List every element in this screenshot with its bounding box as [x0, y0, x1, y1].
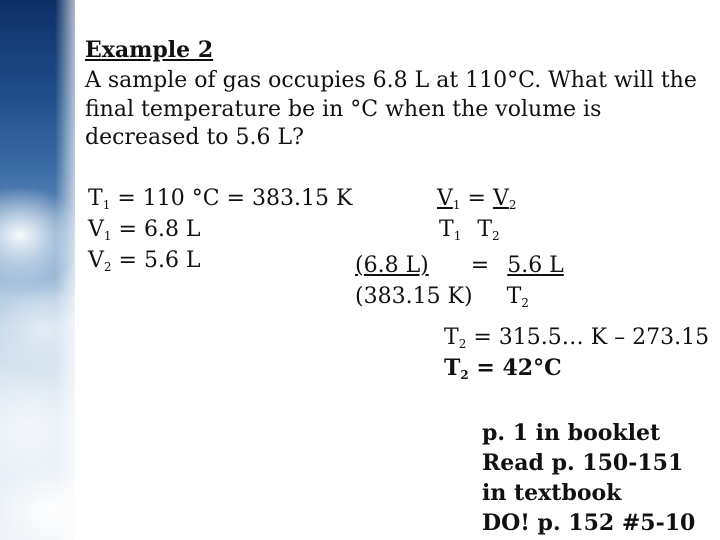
formula-equals: = — [460, 186, 493, 211]
given-v2-value: = 5.6 L — [111, 248, 201, 273]
problem-statement: A sample of gas occupies 6.8 L at 110°C. What will the final temperature be in °C when the volume is decreased to 5.6 L? — [85, 68, 697, 150]
formula-t2-var: T — [477, 217, 493, 242]
formula-t1-var: T — [439, 217, 454, 242]
assignment-line-4: DO! p. 152 #5-10 — [482, 510, 696, 536]
final-answer — [444, 355, 562, 381]
solution-t2-sub: 2 — [458, 337, 467, 351]
assignment-line-3: in textbook — [482, 480, 622, 506]
subst-t1: (383.15 K) — [355, 284, 473, 309]
assignment-line-1: p. 1 in booklet — [482, 420, 661, 446]
example-title: Example 2 — [85, 37, 214, 63]
given-v1-sub: 1 — [103, 229, 112, 243]
answer-value: = 42°C — [468, 355, 562, 381]
given-v2 — [88, 248, 201, 274]
solution-value: = 315.5… K – 273.15 — [466, 325, 710, 350]
substitution-numerator — [355, 253, 564, 279]
given-t1-var: T — [88, 186, 103, 211]
solution-line — [444, 325, 709, 351]
substitution-denominator — [355, 284, 529, 310]
formula-denominator — [439, 217, 500, 243]
given-v1 — [88, 217, 201, 243]
formula-v2-sub: 2 — [508, 198, 517, 212]
formula-v1-var: V — [437, 186, 453, 211]
subst-v1: (6.8 L) — [355, 253, 429, 278]
subst-v2: 5.6 L — [507, 253, 564, 278]
solution-t2-var: T — [444, 325, 459, 350]
subst-t2-sub: 2 — [521, 296, 529, 310]
formula-t1-sub: 1 — [453, 229, 462, 243]
subst-t2-var: T — [506, 284, 522, 309]
given-v1-var: V — [88, 217, 104, 242]
given-v1-value: = 6.8 L — [111, 217, 201, 242]
assignment-line-2: Read p. 150-151 — [482, 450, 684, 476]
given-t1 — [88, 186, 352, 212]
given-t1-sub: 1 — [102, 198, 111, 212]
given-t1-value: = 110 °C = 383.15 K — [110, 186, 353, 211]
subst-equals: = — [470, 253, 490, 278]
formula-v2-var: V — [492, 186, 509, 211]
answer-t2-sub: 2 — [460, 368, 469, 382]
given-v2-var: V — [88, 248, 104, 273]
given-v2-sub: 2 — [103, 260, 112, 274]
image-fade-edge — [55, 0, 85, 540]
formula-numerator — [437, 186, 516, 212]
formula-t2-sub: 2 — [492, 229, 500, 243]
answer-t2-var: T — [444, 355, 461, 381]
formula-v1-sub: 1 — [452, 198, 461, 212]
